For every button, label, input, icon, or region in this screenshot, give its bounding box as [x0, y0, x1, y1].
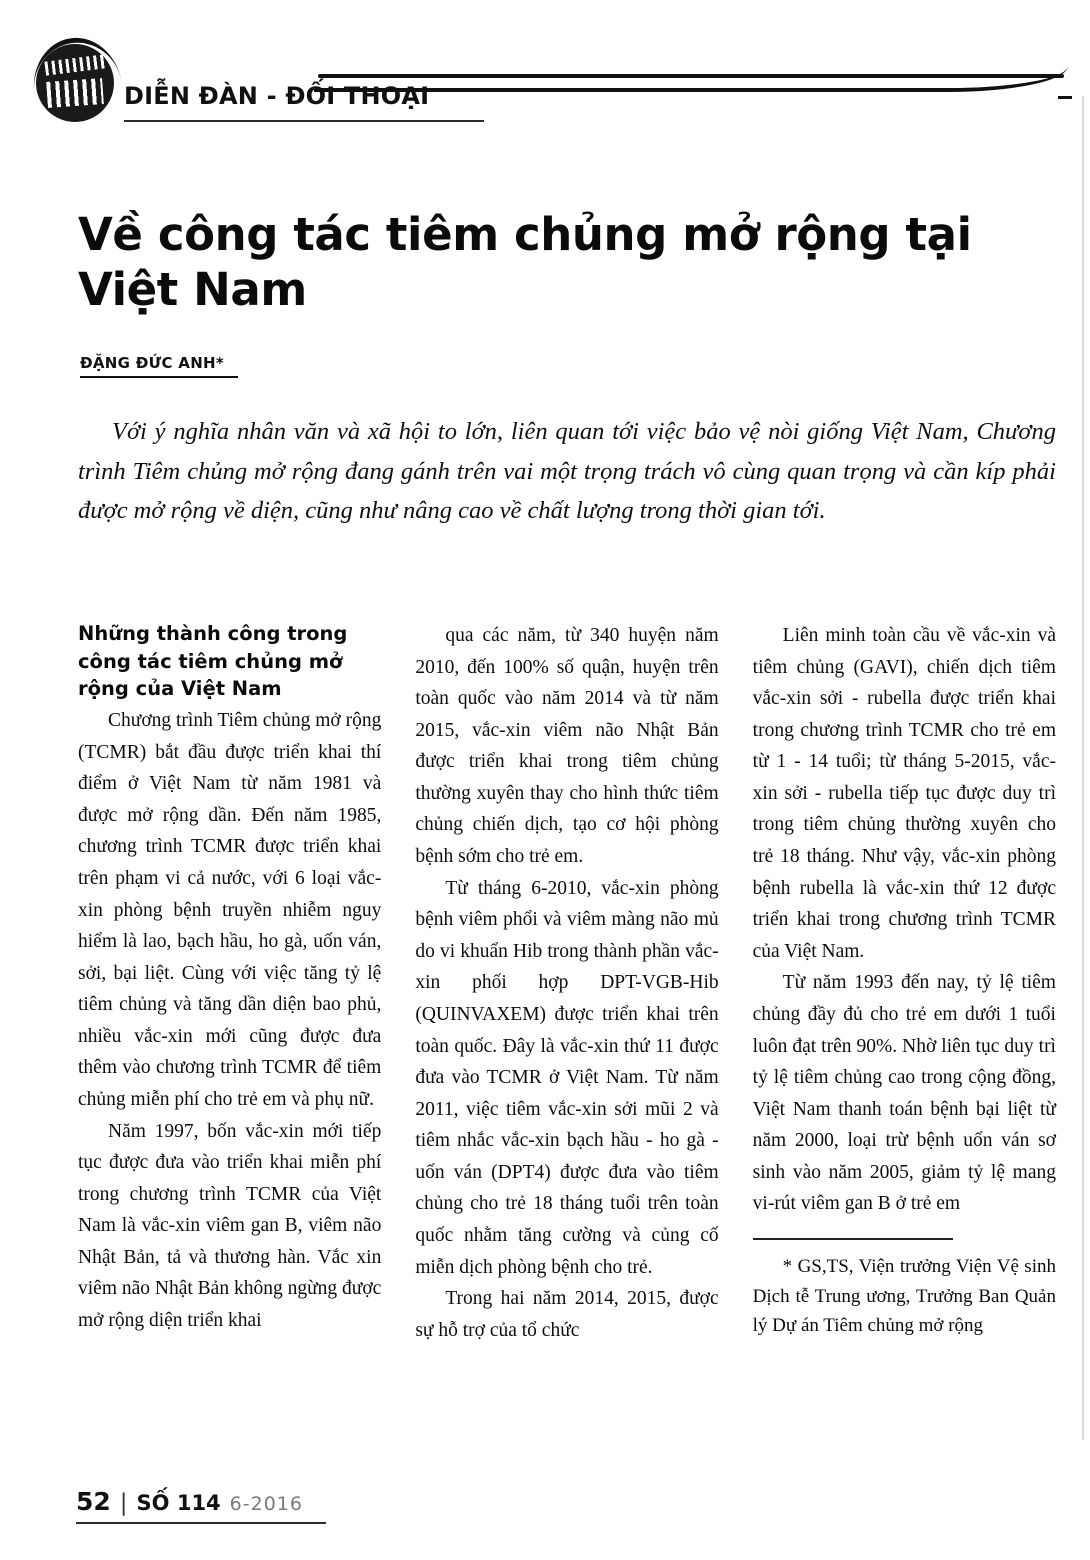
section-underline: [124, 120, 484, 122]
section-subheading: Những thành công trong công tác tiêm chủng mở rộng của Việt Nam: [78, 622, 348, 701]
byline-underline: [80, 376, 238, 378]
footer-divider: [76, 1522, 326, 1524]
column-left: [78, 620, 381, 1450]
logo-circle-mark: [36, 44, 114, 122]
column-right: [753, 620, 1056, 1450]
paragraph: qua các năm, từ 340 huyện năm 2010, đến 100% số quận, huyện trên toàn quốc vào năm 2014 và từ năm 2015, vắc-xin viêm não Nhật Bản được triển khai trong tiêm chủng thường xuyên thay cho hình thức tiêm chủng chiến dịch, tạo cơ hội phòng bệnh sớm cho trẻ em.: [415, 625, 719, 868]
author-footnote: * GS,TS, Viện trưởng Viện Vệ sinh Dịch tễ Trung ương, Trưởng Ban Quản lý Dự án Tiêm chủng mở rộng: [752, 1255, 1056, 1337]
page-edge-artifact: [1082, 96, 1084, 1440]
page-footer: [76, 1487, 303, 1516]
section-label: DIỄN ĐÀN - ĐỐI THOẠI: [124, 82, 430, 110]
paragraph: Năm 1997, bốn vắc-xin mới tiếp tục được đưa vào triển khai miễn phí trong chương trình TCMR của Việt Nam là vắc-xin viêm gan B, viêm não Nhật Bản, tả và thương hàn. Vắc xin viêm não Nhật Bản không ngừng được mở rộng diện triển khai: [78, 1120, 382, 1332]
footnote-divider: [753, 1238, 953, 1240]
issue-number: SỐ 114: [136, 1491, 221, 1515]
issue-date: 6-2016: [229, 1493, 303, 1515]
masthead-right-tick: [1058, 96, 1072, 99]
paragraph: Chương trình Tiêm chủng mở rộng (TCMR) bắt đầu được triển khai thí điểm ở Việt Nam từ năm 1981 và được mở rộng dần. Đến năm 1985, chương trình TCMR được triển khai trên phạm vi cả nước, với 6 loại vắc-xin phòng bệnh truyền nhiễm nguy hiểm là lao, bạch hầu, ho gà, uốn ván, sởi, bại liệt. Cùng với việc tăng tỷ lệ tiêm chủng và tăng dần diện bao phủ, nhiều vắc-xin mới cũng được đưa thêm vào chương trình TCMR để tiêm chủng miễn phí cho trẻ em và phụ nữ.: [78, 710, 382, 1110]
column-middle: [415, 620, 718, 1450]
page-number: 52: [76, 1487, 111, 1516]
masthead-top-rule: [318, 74, 1064, 78]
magazine-logo-icon: [28, 38, 120, 124]
author-byline: ĐẶNG ĐỨC ANH*: [80, 354, 225, 372]
paragraph: Từ năm 1993 đến nay, tỷ lệ tiêm chủng đầy đủ cho trẻ em dưới 1 tuổi luôn đạt trên 90%. Nhờ liên tục duy trì tỷ lệ tiêm chủng cao trong cộng đồng, Việt Nam thanh toán bệnh bại liệt từ năm 2000, loại trừ bệnh uốn ván sơ sinh vào năm 2005, giảm tỷ lệ mang vi-rút viêm gan B ở trẻ em: [752, 972, 1056, 1215]
article-lead: Với ý nghĩa nhân văn và xã hội to lớn, liên quan tới việc bảo vệ nòi giống Việt Nam, Chương trình Tiêm chủng mở rộng đang gánh trên vai một trọng trách vô cùng quan trọng và cần kíp phải được mở rộng về diện, cũng như nâng cao về chất lượng trong thời gian tới.: [78, 418, 1056, 525]
paragraph: Từ tháng 6-2010, vắc-xin phòng bệnh viêm phổi và viêm màng não mủ do vi khuẩn Hib trong thành phần vắc-xin phối hợp DPT-VGB-Hib (QUINVAXEM) được triển khai trên toàn quốc. Đây là vắc-xin thứ 11 được đưa vào TCMR ở Việt Nam. Từ năm 2011, việc tiêm vắc-xin sởi mũi 2 và tiêm nhắc vắc-xin bạch hầu - ho gà - uốn ván (DPT4) được đưa vào tiêm chủng cho trẻ 18 tháng tuổi trên toàn quốc nhằm tăng cường và củng cố miễn dịch phòng bệnh cho trẻ.: [415, 877, 719, 1278]
masthead: [28, 38, 1064, 124]
paragraph: Liên minh toàn cầu về vắc-xin và tiêm chủng (GAVI), chiến dịch tiêm vắc-xin sởi - rubella được triển khai trong chương trình TCMR cho trẻ em từ 1 - 14 tuổi; từ tháng 5-2015, vắc-xin sởi - rubella tiếp tục được duy trì trong tiêm chủng thường xuyên cho trẻ 18 tháng. Như vậy, vắc-xin phòng bệnh rubella là vắc-xin thứ 12 được triển khai trong chương trình TCMR của Việt Nam.: [752, 625, 1056, 962]
footer-separator: |: [119, 1490, 128, 1516]
article-columns: [78, 620, 1056, 1450]
page-title: Về công tác tiêm chủng mở rộng tại Việt Nam: [78, 208, 972, 317]
paragraph: Trong hai năm 2014, 2015, được sự hỗ trợ của tổ chức: [415, 1288, 719, 1341]
